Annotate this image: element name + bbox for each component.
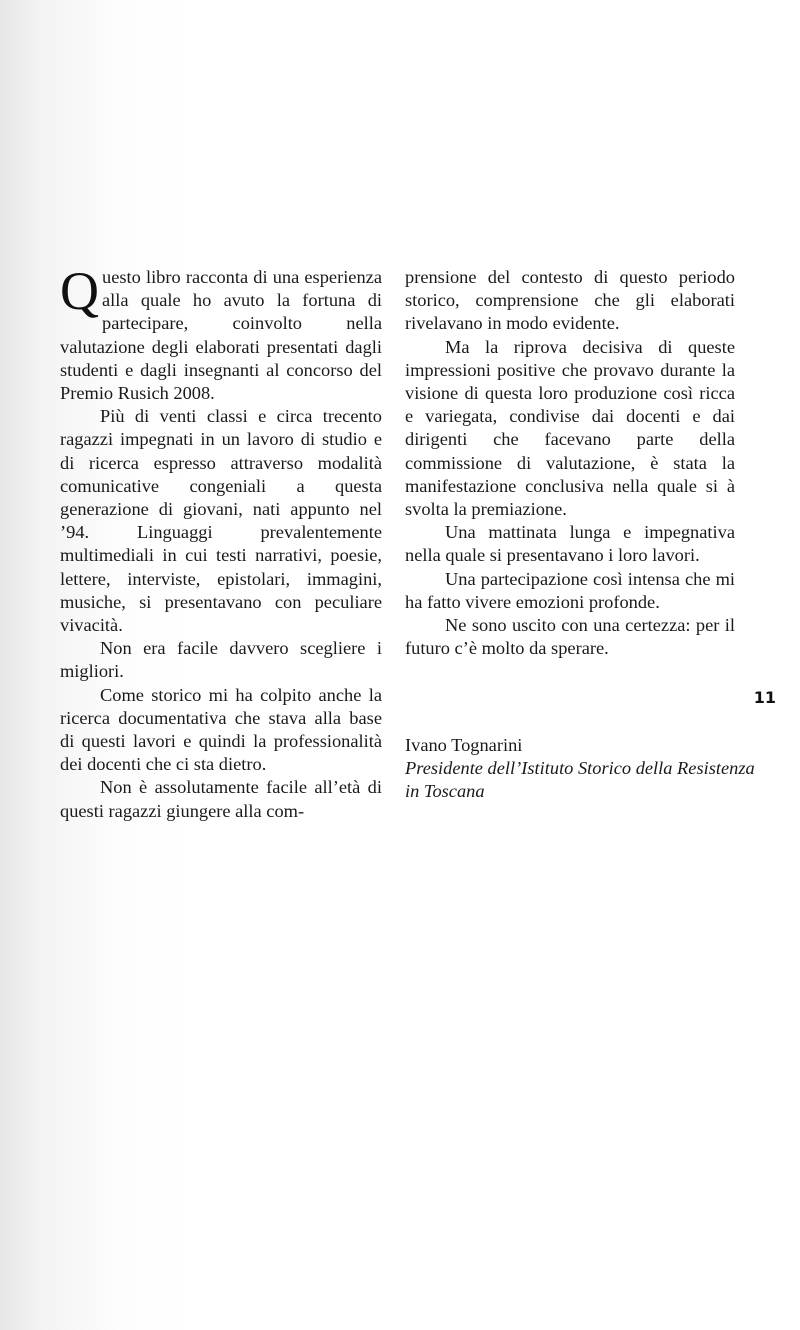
author-role: Presidente dell’Istituto Storico della Resistenza in Toscana xyxy=(405,758,755,802)
page-number: 11 xyxy=(753,688,776,707)
paragraph: Come storico mi ha colpito anche la ricerca documentativa che stava alla base di questi lavori e quindi la professionalità dei docenti che ci sta dietro. xyxy=(60,684,382,775)
paragraph-intro-text: uesto libro racconta di una esperienza alla quale ho avuto la fortuna di partecipare, coinvolto nella valutazione degli elaborati presentati dagli studenti e dagli insegnanti al concorso del Premio Rusich 2008. xyxy=(60,267,382,404)
drop-cap: Q xyxy=(60,261,99,321)
paragraph: Una partecipazione così intensa che mi ha fatto vivere emozioni profonde. xyxy=(405,568,735,612)
author-name: Ivano Tognarini xyxy=(405,735,523,755)
right-column xyxy=(405,266,735,660)
paragraph: Ne sono uscito con una certezza: per il futuro c’è molto da sperare. xyxy=(405,615,735,659)
paragraph: Più di venti classi e circa trecento ragazzi impegnati in un lavoro di studio e di ricerca espresso attraverso modalità comunicative congeniali a questa generazione di giovani, nati appunto nel ’94. Linguaggi prevalentemente multimediali in cui testi narrativi, poesie, lettere, interviste, epistolari, immagini, musiche, si presentavano con peculiare vivacità. xyxy=(60,406,382,636)
signature-block xyxy=(405,734,765,804)
paragraph: Una mattinata lunga e impegnativa nella quale si presentavano i loro lavori. xyxy=(405,522,735,566)
paragraph: Non è assolutamente facile all’età di questi ragazzi giungere alla com- xyxy=(60,777,382,821)
paragraph: prensione del contesto di questo periodo storico, comprensione che gli elaborati rivelavano in modo evidente. xyxy=(405,267,735,334)
paragraph-intro xyxy=(60,261,382,405)
paragraph: Non era facile davvero scegliere i migliori. xyxy=(60,638,382,682)
paragraph: Ma la riprova decisiva di queste impressioni positive che provavo durante la visione di questa loro produzione così ricca e variegata, condivise dai docenti e dai dirigenti che facevano parte della commissione di valutazione, è stata la manifestazione conclusiva nella quale si à svolta la premiazione. xyxy=(405,336,735,520)
left-column xyxy=(60,261,382,823)
